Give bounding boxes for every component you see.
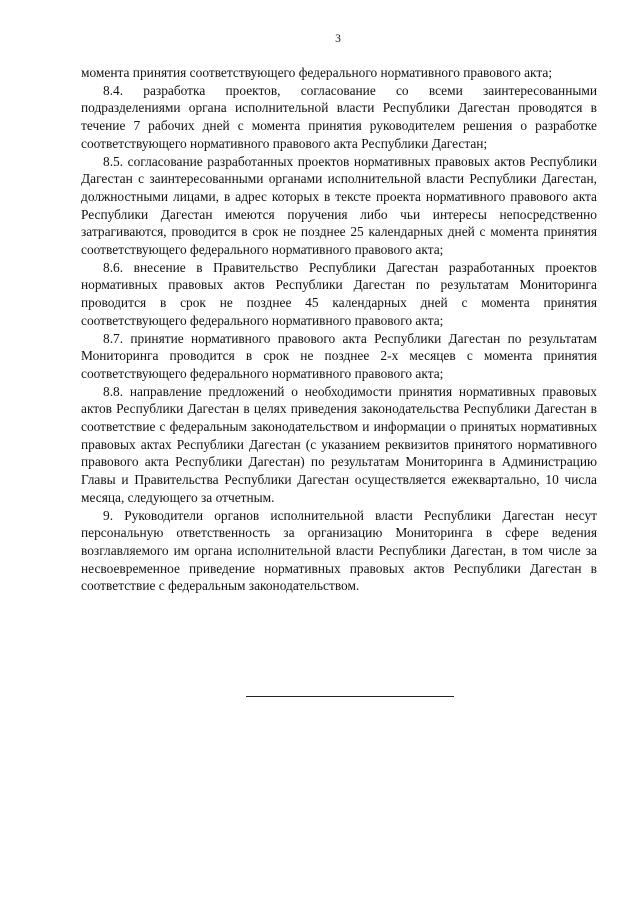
paragraph-8-5: 8.5. согласование разработанных проектов нормативных правовых актов Республики Дагестан с заинтересованными органами исполнительной власти Республики Дагестан, должностными лицами, в адрес которых в тексте проекта нормативного правового акта Республики Дагестан имеются поручения либо чьи интересы непосредственно затрагиваются, проводится в срок не позднее 25 календарных дней с момента принятия соответствующего федерального нормативного правового акта; [81, 153, 597, 258]
page-number: 3 [335, 33, 341, 45]
paragraph-8-7: 8.7. принятие нормативного правового акта Республики Дагестан по результатам Мониторинга проводится в срок не позднее 2-х месяцев с момента принятия соответствующего федерального нормативного правового акта; [81, 330, 597, 381]
paragraph-8-4: 8.4. разработка проектов, согласование со всеми заинтересованными подразделениями органа исполнительной власти Республики Дагестан проводятся в течение 7 рабочих дней с момента принятия руководителем решения о разработке соответствующего нормативного правового акта Республики Дагестан; [81, 82, 597, 151]
paragraph-continuation: момента принятия соответствующего федерального нормативного правового акта; [81, 65, 553, 80]
document-body [81, 64, 597, 595]
end-of-document-line [246, 696, 454, 697]
paragraph-8-8: 8.8. направление предложений о необходимости принятия нормативных правовых актов Республики Дагестан в целях приведения законодательства Республики Дагестан в соответствие с федеральным законодательством и информации о принятых нормативных правовых актах Республики Дагестан (с указанием реквизитов принятого нормативного правового акта Республики Дагестан) по результатам Мониторинга в Администрацию Главы и Правительства Республики Дагестан осуществляется ежеквартально, 10 числа месяца, следующего за отчетным. [81, 383, 597, 505]
paragraph-9: 9. Руководители органов исполнительной власти Республики Дагестан несут персональную ответственность за организацию Мониторинга в сфере ведения возглавляемого им органа исполнительной власти Республики Дагестан, в том числе за несвоевременное приведение нормативных правовых актов Республики Дагестан в соответствие с федеральным законодательством. [81, 507, 597, 594]
paragraph-8-6: 8.6. внесение в Правительство Республики Дагестан разработанных проектов нормативных правовых актов Республики Дагестан по результатам Мониторинга проводится в срок не позднее 45 календарных дней с момента принятия соответствующего федерального нормативного правового акта; [81, 259, 597, 328]
